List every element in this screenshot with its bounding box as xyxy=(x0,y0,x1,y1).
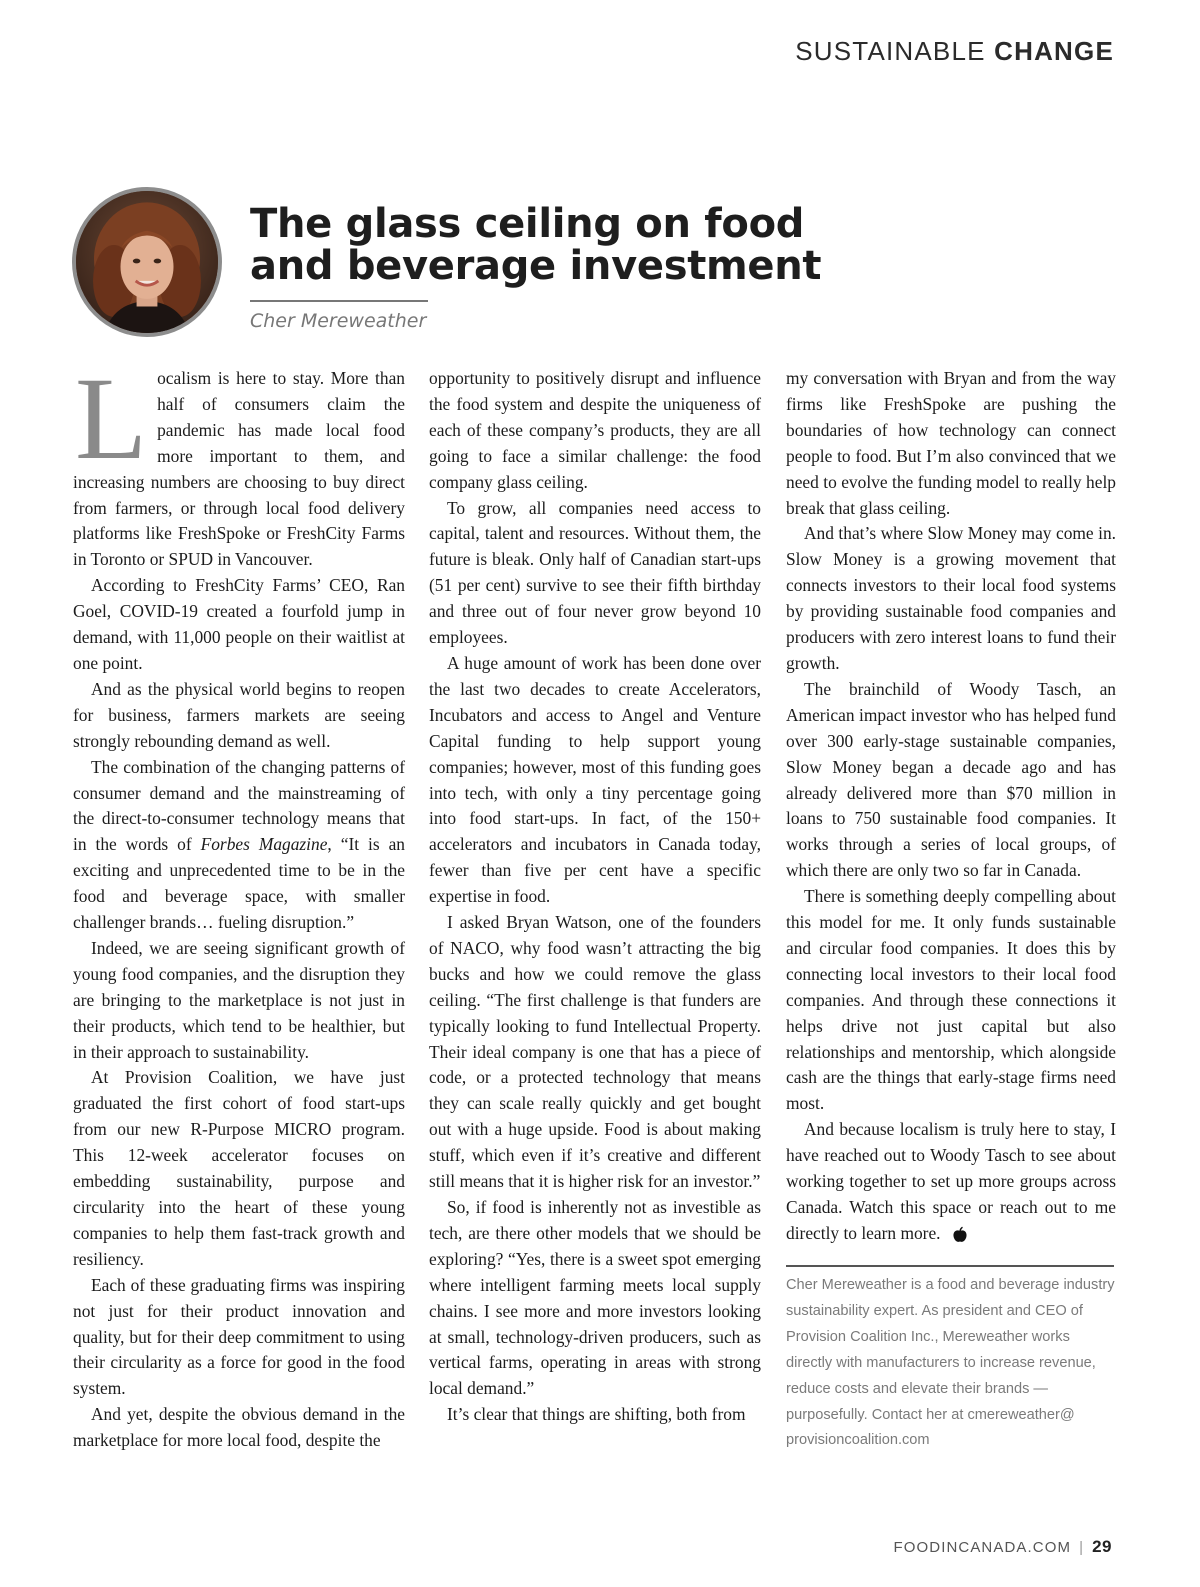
author-portrait xyxy=(72,187,222,337)
paragraph: To grow, all companies need access to capital, talent and resources. Without them, the future is bleak. Only half of Canadian start-ups (51 per cent) survive to see their fifth birthday and three out of four never grow beyond 10 employees. xyxy=(429,497,761,648)
paragraph: And yet, despite the obvious demand in the marketplace for more local food, despite the xyxy=(73,1404,405,1451)
publication-name: Forbes Magazine xyxy=(200,834,328,855)
paragraph: According to FreshCity Farms’ CEO, Ran Goel, COVID-19 created a fourfold jump in demand, with 11,000 people on their waitlist at one point. xyxy=(73,575,405,673)
article-title: The glass ceiling on food and beverage investment xyxy=(250,201,822,289)
paragraph xyxy=(73,755,405,936)
bio-divider xyxy=(786,1265,1114,1267)
paragraph: And as the physical world begins to reopen for business, farmers markets are seeing strongly rebounding demand as well. xyxy=(73,678,405,751)
drop-cap: L xyxy=(75,353,148,484)
page-footer xyxy=(893,1537,1112,1557)
kicker-bold: CHANGE xyxy=(994,36,1114,66)
page-number: 29 xyxy=(1092,1537,1112,1556)
paragraph: And that’s where Slow Money may come in. Slow Money is a growing movement that connects investors to their local food systems by providing sustainable food companies and producers with zero interest loans to fund their growth. xyxy=(786,523,1116,673)
paragraph: I asked Bryan Watson, one of the founders of NACO, why food wasn’t attracting the big bucks and how we could remove the glass ceiling. “The first challenge is that funders are typically looking to fund Intellectual Property. Their ideal company is one that has a piece of code, or a protected technology that means they can scale really quickly and get bought out with a huge upside. Food is about making stuff, which even if it’s creative and different still means that it is higher risk for an investor.” xyxy=(429,912,761,1192)
article-column-2 xyxy=(429,366,761,1428)
title-divider xyxy=(250,300,428,302)
paragraph-text: The combination of the changing patterns of consumer demand and the mainstreaming of the direct-to-consumer technology means that in the words of xyxy=(73,756,405,855)
paragraph: The brainchild of Woody Tasch, an American impact investor who has helped fund over 300 early-stage sustainable companies, Slow Money began a decade ago and has already delivered more than $70 million in loans to 750 sustainable food companies. It works through a series of local groups, of which there are only two so far in Canada. xyxy=(786,678,1116,881)
paragraph-text: And because localism is truly here to stay, I have reached out to Woody Tasch to see about working together to set up more groups across Canada. Watch this space or reach out to me directly to learn more. xyxy=(786,1119,1116,1243)
author-byline: Cher Mereweather xyxy=(250,310,427,332)
article-column-1 xyxy=(73,353,405,1454)
apple-icon xyxy=(951,1226,969,1244)
paragraph: Indeed, we are seeing significant growth of young food companies, and the disruption they are bringing to the marketplace is not just in their products, which tend to be healthier, but in their approach to sustainability. xyxy=(73,937,405,1062)
author-bio: Cher Mereweather is a food and beverage industry sustainability expert. As president and CEO of Provision Coalition Inc., Mereweather works directly with manufacturers to increase revenue, reduce costs and elevate their brands — purposefully. Contact her at cmereweather@ provisioncoalition.com xyxy=(786,1277,1115,1449)
paragraph-text: , “It is an exciting and unprecedented time to be in the food and beverage space, with smaller challenger brands… fueling disruption.” xyxy=(73,834,405,933)
footer-separator: | xyxy=(1079,1539,1085,1556)
paragraph: Each of these graduating firms was inspiring not just for their product innovation and quality, but for their deep commitment to using their circularity as a force for good in the food system. xyxy=(73,1274,405,1399)
section-kicker xyxy=(795,36,1114,67)
paragraph: my conversation with Bryan and from the way firms like FreshSpoke are pushing the boundaries of how technology can connect people to food. But I’m also convinced that we need to evolve the funding model to really help break that glass ceiling. xyxy=(786,368,1116,518)
kicker-light: SUSTAINABLE xyxy=(795,36,986,66)
article-column-3 xyxy=(786,366,1116,1247)
paragraph: It’s clear that things are shifting, both from xyxy=(447,1404,746,1425)
site-name: FOODINCANADA.COM xyxy=(893,1539,1072,1556)
paragraph: At Provision Coalition, we have just graduated the first cohort of food start-ups from our new R-Purpose MICRO program. This 12-week accelerator focuses on embedding sustainability, purpose and circularity into the heart of these young companies to help them fast-track growth and resiliency. xyxy=(73,1067,405,1269)
paragraph: There is something deeply compelling about this model for me. It only funds sustainable and circular food companies. It does this by connecting local investors to their local food companies. And through these connections it helps drive not just capital but also relationships and mentorship, which alongside cash are the things that early-stage firms need most. xyxy=(786,886,1116,1114)
paragraph xyxy=(786,1117,1116,1247)
paragraph: ocalism is here to stay. More than half of consumers claim the pandemic has made local food more important to them, and increasing numbers are choosing to buy direct from farmers, or through local food delivery platforms like FreshSpoke or FreshCity Farms in Toronto or SPUD in Vancouver. xyxy=(73,368,405,570)
paragraph: opportunity to positively disrupt and influence the food system and despite the uniqueness of each of these company’s products, they are all going to face a similar challenge: the food company glass ceiling. xyxy=(429,368,761,492)
paragraph: So, if food is inherently not as investible as tech, are there other models that we should be exploring? “Yes, there is a sweet spot emerging where intelligent farming meets local supply chains. I see more and more investors looking at small, technology-driven producers, such as vertical farms, operating in areas with strong local demand.” xyxy=(429,1197,761,1399)
author-portrait-graphic xyxy=(76,191,218,333)
paragraph: A huge amount of work has been done over the last two decades to create Accelerators, Incubators and access to Angel and Venture Capital funding to help support young companies; however, most of this funding goes into tech, with only a tiny percentage going into food start-ups. In fact, of the 150+ accelerators and incubators in Canada today, fewer than five per cent have a specific expertise in food. xyxy=(429,652,761,907)
